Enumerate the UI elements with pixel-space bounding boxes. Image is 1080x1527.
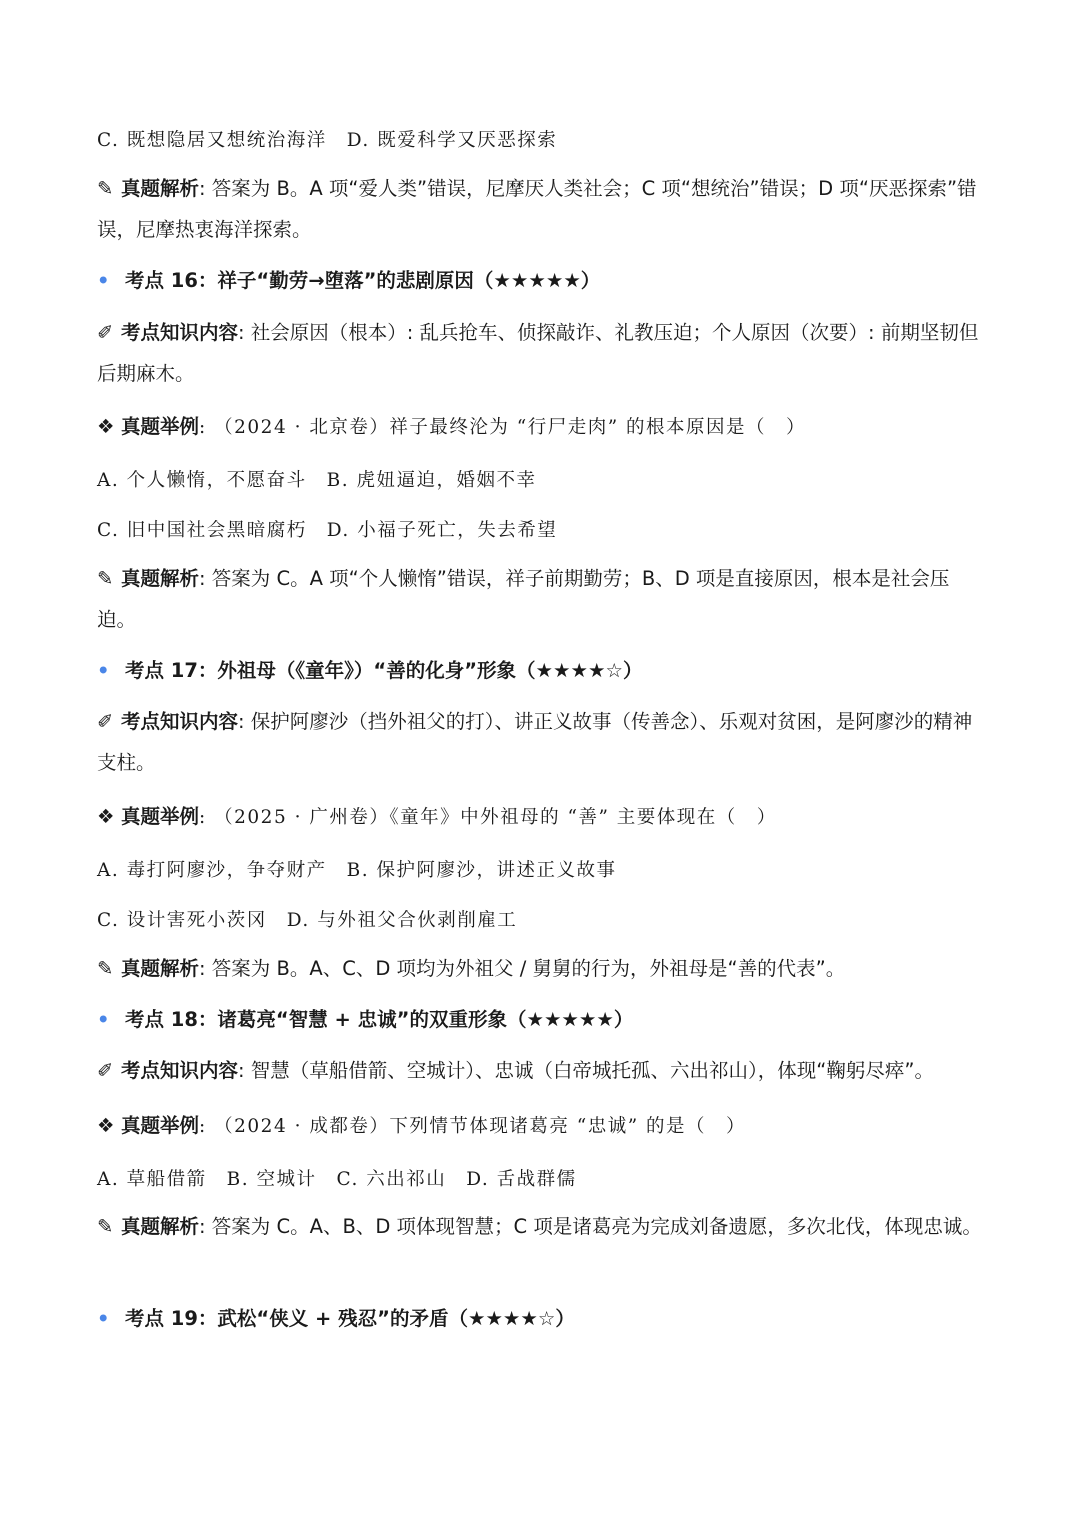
- diamond-icon: ❖: [97, 415, 115, 438]
- answer-analysis: [97, 168, 987, 250]
- option-text: C. 设计害死小茨冈 D. 与外祖父合伙剥削雇工: [97, 910, 518, 931]
- option-line: [97, 460, 987, 501]
- example-label: 真题举例: [121, 1114, 200, 1137]
- kaodian-heading-18: [97, 999, 987, 1040]
- heading-text: 考点 17：外祖母（《童年》）“善的化身”形象（★★★★☆）: [125, 659, 643, 682]
- knowledge-text: : 保护阿廖沙（挡外祖父的打）、讲正义故事（传善念）、乐观对贫困，是阿廖沙的精神支柱。: [97, 710, 973, 774]
- knowledge-text: : 社会原因（根本）: 乱兵抢车、侦探敲诈、礼教压迫；个人原因（次要）: 前期坚韧但后期麻木。: [97, 321, 979, 385]
- bullet-icon: •: [97, 269, 110, 292]
- analysis-text: : 答案为 C。A 项“个人懒惰”错误，祥子前期勤劳；B、D 项是直接原因，根本是社会压迫。: [97, 567, 950, 631]
- example-label: 真题举例: [121, 415, 200, 438]
- analysis-label: 真题解析: [121, 177, 200, 200]
- example-text: : （2025 · 广州卷）《童年》中外祖母的 “善” 主要体现在（ ）: [199, 807, 777, 828]
- bullet-icon: •: [97, 1307, 110, 1330]
- knowledge-content: [97, 1050, 987, 1091]
- option-line: [97, 1159, 987, 1200]
- option-text: C. 旧中国社会黑暗腐朽 D. 小福子死亡，失去希望: [97, 520, 558, 541]
- analysis-label: 真题解析: [121, 567, 200, 590]
- heading-text: 考点 19：武松“侠义 + 残忍”的矛盾（★★★★☆）: [125, 1307, 575, 1330]
- heading-text: 考点 16：祥子“勤劳→堕落”的悲剧原因（★★★★★）: [125, 269, 601, 292]
- option-text: A. 个人懒惰，不愿奋斗 B. 虎妞逼迫，婚姻不幸: [97, 470, 537, 491]
- analysis-text: : 答案为 B。A 项“爱人类”错误，尼摩厌人类社会；C 项“想统治”错误；D 项“厌恶探索”错误，尼摩热衷海洋探索。: [97, 177, 977, 241]
- pen-icon: ✐: [97, 321, 114, 344]
- knowledge-content: [97, 312, 987, 394]
- example-text: : （2024 · 北京卷）祥子最终沦为 “行尸走肉” 的根本原因是（ ）: [199, 417, 807, 438]
- option-text: A. 毒打阿廖沙，争夺财产 B. 保护阿廖沙，讲述正义故事: [97, 860, 617, 881]
- option-line: [97, 120, 987, 161]
- knowledge-label: 考点知识内容: [121, 1059, 239, 1082]
- exam-example: [97, 406, 987, 448]
- analysis-label: 真题解析: [121, 1215, 200, 1238]
- answer-analysis: [97, 948, 987, 989]
- knowledge-content: [97, 701, 987, 783]
- option-line: [97, 510, 987, 551]
- option-line: [97, 850, 987, 891]
- knowledge-label: 考点知识内容: [121, 321, 239, 344]
- analysis-text: : 答案为 B。A、C、D 项均为外祖父 / 舅舅的行为，外祖母是“善的代表”。: [199, 957, 846, 980]
- option-line: [97, 900, 987, 941]
- option-text: C. 既想隐居又想统治海洋 D. 既爱科学又厌恶探索: [97, 130, 558, 151]
- knowledge-text: : 智慧（草船借箭、空城计）、忠诚（白帝城托孤、六出祁山），体现“鞠躬尽瘁”。: [238, 1059, 934, 1082]
- exam-example: [97, 1105, 987, 1147]
- bullet-icon: •: [97, 1008, 110, 1031]
- example-text: : （2024 · 成都卷）下列情节体现诸葛亮 “忠诚” 的是（ ）: [199, 1116, 747, 1137]
- kaodian-heading-17: [97, 650, 987, 691]
- analysis-label: 真题解析: [121, 957, 200, 980]
- pen-icon: ✐: [97, 1059, 114, 1082]
- answer-analysis: [97, 1206, 987, 1247]
- kaodian-heading-19: [97, 1298, 987, 1339]
- answer-analysis: [97, 558, 987, 640]
- exam-example: [97, 796, 987, 838]
- bullet-icon: •: [97, 659, 110, 682]
- pencil-icon: ✎: [97, 957, 114, 980]
- heading-text: 考点 18：诸葛亮“智慧 + 忠诚”的双重形象（★★★★★）: [125, 1008, 634, 1031]
- knowledge-label: 考点知识内容: [121, 710, 239, 733]
- diamond-icon: ❖: [97, 1114, 115, 1137]
- example-label: 真题举例: [121, 805, 200, 828]
- pen-icon: ✐: [97, 710, 114, 733]
- option-text: A. 草船借箭 B. 空城计 C. 六出祁山 D. 舌战群儒: [97, 1169, 577, 1190]
- diamond-icon: ❖: [97, 805, 115, 828]
- pencil-icon: ✎: [97, 567, 114, 590]
- pencil-icon: ✎: [97, 1215, 114, 1238]
- pencil-icon: ✎: [97, 177, 114, 200]
- analysis-text: : 答案为 C。A、B、D 项体现智慧；C 项是诸葛亮为完成刘备遗愿，多次北伐，体现忠诚。: [199, 1215, 982, 1238]
- kaodian-heading-16: [97, 260, 987, 301]
